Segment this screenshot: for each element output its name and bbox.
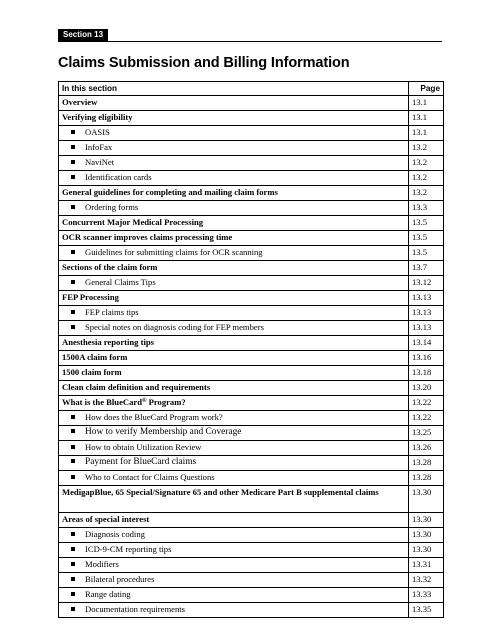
- toc-section-row: [59, 216, 444, 231]
- toc-entry: [59, 291, 409, 306]
- toc-entry-text: Guidelines for submitting claims for OCR scanning: [85, 247, 263, 257]
- toc-entry-text: Who to Contact for Claims Questions: [85, 472, 215, 482]
- toc-entry: [59, 201, 409, 216]
- toc-page-number: 13.30: [409, 528, 444, 543]
- toc-subsection-row: [59, 276, 444, 291]
- toc-entry-text: OCR scanner improves claims processing time: [62, 232, 233, 242]
- toc-entry: [59, 141, 409, 156]
- toc-section-row: [59, 486, 444, 513]
- toc-page-number: 13.20: [409, 381, 444, 396]
- toc-page-number: 13.1: [409, 111, 444, 126]
- toc-section-row: [59, 291, 444, 306]
- toc-entry-text: How does the BlueCard Program work?: [85, 412, 223, 422]
- column-header-section: In this section: [59, 82, 409, 96]
- toc-subsection-row: [59, 141, 444, 156]
- toc-entry: [59, 411, 409, 426]
- toc-entry: [59, 321, 409, 336]
- toc-entry-text: Identification cards: [85, 172, 152, 182]
- toc-entry-text: NaviNet: [85, 157, 115, 167]
- toc-entry-text: Clean claim definition and requirements: [62, 382, 211, 392]
- toc-page-number: 13.2: [409, 171, 444, 186]
- toc-entry-text: How to obtain Utilization Review: [85, 442, 202, 452]
- toc-subsection-row: [59, 558, 444, 573]
- toc-subsection-row: [59, 126, 444, 141]
- toc-subsection-row: [59, 156, 444, 171]
- toc-subsection-row: [59, 543, 444, 558]
- toc-section-row: [59, 336, 444, 351]
- section-tab: Section 13: [58, 29, 108, 41]
- square-bullet-icon: [71, 592, 75, 596]
- square-bullet-icon: [71, 532, 75, 536]
- toc-entry-text: FEP Processing: [62, 292, 119, 302]
- table-header-row: [59, 82, 444, 96]
- square-bullet-icon: [71, 250, 75, 254]
- contents-table-body: [59, 96, 444, 618]
- toc-entry-text: Range dating: [85, 589, 131, 599]
- toc-subsection-row: [59, 411, 444, 426]
- square-bullet-icon: [71, 130, 75, 134]
- toc-entry-text: How to verify Membership and Coverage: [85, 427, 242, 437]
- contents-table: [58, 81, 444, 618]
- toc-page-number: 13.18: [409, 366, 444, 381]
- registered-mark: ®: [141, 398, 147, 404]
- square-bullet-icon: [71, 145, 75, 149]
- square-bullet-icon: [71, 175, 75, 179]
- toc-entry: [59, 186, 409, 201]
- toc-entry-text: Documentation requirements: [85, 604, 185, 614]
- toc-subsection-row: [59, 171, 444, 186]
- toc-entry-text: Overview: [62, 97, 98, 107]
- toc-section-row: [59, 96, 444, 111]
- toc-section-row: [59, 366, 444, 381]
- toc-page-number: 13.13: [409, 321, 444, 336]
- toc-subsection-row: [59, 573, 444, 588]
- toc-entry: [59, 231, 409, 246]
- toc-entry: [59, 96, 409, 111]
- toc-entry-text: MedigapBlue, 65 Special/Signature 65 and other Medicare Part B supplemental claims: [62, 487, 379, 497]
- page-title: Claims Submission and Billing Information: [58, 55, 350, 71]
- toc-page-number: 13.7: [409, 261, 444, 276]
- toc-section-row: [59, 261, 444, 276]
- toc-entry: [59, 156, 409, 171]
- toc-entry: [59, 528, 409, 543]
- toc-entry: [59, 366, 409, 381]
- toc-section-row: [59, 186, 444, 201]
- toc-entry-text: Special notes on diagnosis coding for FEP members: [85, 322, 264, 332]
- square-bullet-icon: [71, 445, 75, 449]
- toc-subsection-row: [59, 246, 444, 261]
- toc-section-row: [59, 381, 444, 396]
- toc-page-number: 13.2: [409, 156, 444, 171]
- toc-section-row: [59, 111, 444, 126]
- toc-page-number: 13.13: [409, 291, 444, 306]
- toc-section-row: [59, 231, 444, 246]
- column-header-page: Page: [409, 82, 444, 96]
- toc-entry: [59, 246, 409, 261]
- square-bullet-icon: [71, 280, 75, 284]
- toc-page-number: 13.5: [409, 216, 444, 231]
- toc-entry-text: OASIS: [85, 127, 110, 137]
- toc-entry: [59, 456, 409, 471]
- toc-subsection-row: [59, 528, 444, 543]
- toc-entry-text: Verifying eligibility: [62, 112, 133, 122]
- toc-subsection-row: [59, 588, 444, 603]
- toc-entry: [59, 471, 409, 486]
- toc-section-row: [59, 351, 444, 366]
- toc-page-number: 13.12: [409, 276, 444, 291]
- toc-entry: [59, 573, 409, 588]
- toc-entry-text: What is the BlueCard: [62, 397, 142, 407]
- toc-subsection-row: [59, 456, 444, 471]
- toc-subsection-row: [59, 306, 444, 321]
- toc-entry: [59, 216, 409, 231]
- toc-entry: [59, 513, 409, 528]
- toc-entry-text: InfoFax: [85, 142, 113, 152]
- toc-entry-text: General guidelines for completing and mailing claim forms: [62, 187, 278, 197]
- toc-entry: [59, 276, 409, 291]
- toc-subsection-row: [59, 201, 444, 216]
- toc-entry: [59, 261, 409, 276]
- toc-entry-text: 1500A claim form: [62, 352, 128, 362]
- toc-entry: [59, 171, 409, 186]
- toc-entry-text: General Claims Tips: [85, 277, 156, 287]
- toc-entry-text: Areas of special interest: [62, 514, 150, 524]
- toc-entry: [59, 336, 409, 351]
- toc-page-number: 13.32: [409, 573, 444, 588]
- square-bullet-icon: [71, 577, 75, 581]
- toc-page-number: 13.1: [409, 126, 444, 141]
- toc-entry-text: Modifiers: [85, 559, 119, 569]
- toc-page-number: 13.5: [409, 246, 444, 261]
- toc-page-number: 13.30: [409, 513, 444, 528]
- toc-entry-text: Diagnosis coding: [85, 529, 145, 539]
- toc-subsection-row: [59, 426, 444, 441]
- toc-entry: [59, 486, 409, 513]
- toc-page-number: 13.22: [409, 396, 444, 411]
- square-bullet-icon: [71, 607, 75, 611]
- toc-entry: [59, 396, 409, 411]
- toc-entry-text: Anesthesia reporting tips: [62, 337, 154, 347]
- toc-page-number: 13.5: [409, 231, 444, 246]
- toc-entry: [59, 441, 409, 456]
- toc-entry: [59, 126, 409, 141]
- toc-section-row: [59, 513, 444, 528]
- square-bullet-icon: [71, 415, 75, 419]
- toc-subsection-row: [59, 441, 444, 456]
- toc-entry: [59, 603, 409, 618]
- toc-entry-text: Payment for BlueCard claims: [85, 457, 197, 467]
- square-bullet-icon: [71, 562, 75, 566]
- toc-page-number: 13.1: [409, 96, 444, 111]
- toc-subsection-row: [59, 603, 444, 618]
- toc-entry: [59, 381, 409, 396]
- toc-page-number: 13.3: [409, 201, 444, 216]
- square-bullet-icon: [71, 459, 75, 463]
- toc-page-number: 13.30: [409, 543, 444, 558]
- toc-page-number: 13.26: [409, 441, 444, 456]
- toc-page-number: 13.25: [409, 426, 444, 441]
- square-bullet-icon: [71, 325, 75, 329]
- toc-page-number: 13.33: [409, 588, 444, 603]
- toc-entry-text: FEP claims tips: [85, 307, 139, 317]
- square-bullet-icon: [71, 205, 75, 209]
- toc-entry-text: Sections of the claim form: [62, 262, 158, 272]
- toc-page-number: 13.35: [409, 603, 444, 618]
- toc-page-number: 13.28: [409, 456, 444, 471]
- toc-page-number: 13.14: [409, 336, 444, 351]
- square-bullet-icon: [71, 310, 75, 314]
- toc-page-number: 13.30: [409, 486, 444, 513]
- toc-page-number: 13.13: [409, 306, 444, 321]
- toc-entry-text: Ordering forms: [85, 202, 139, 212]
- toc-subsection-row: [59, 321, 444, 336]
- toc-entry: [59, 558, 409, 573]
- square-bullet-icon: [71, 160, 75, 164]
- toc-page-number: 13.22: [409, 411, 444, 426]
- toc-page-number: 13.2: [409, 186, 444, 201]
- toc-entry: [59, 543, 409, 558]
- toc-entry-text: 1500 claim form: [62, 367, 122, 377]
- toc-entry: [59, 111, 409, 126]
- square-bullet-icon: [71, 429, 75, 433]
- toc-page-number: 13.31: [409, 558, 444, 573]
- toc-entry-text: ICD-9-CM reporting tips: [85, 544, 172, 554]
- toc-entry: [59, 426, 409, 441]
- header-rule: [58, 41, 442, 42]
- toc-section-row: [59, 396, 444, 411]
- toc-page-number: 13.28: [409, 471, 444, 486]
- toc-entry: [59, 351, 409, 366]
- toc-entry: [59, 588, 409, 603]
- toc-subsection-row: [59, 471, 444, 486]
- toc-entry-text: Bilateral procedures: [85, 574, 155, 584]
- toc-page-number: 13.16: [409, 351, 444, 366]
- toc-entry-text-suffix: Program?: [146, 397, 186, 407]
- square-bullet-icon: [71, 475, 75, 479]
- toc-entry-text: Concurrent Major Medical Processing: [62, 217, 204, 227]
- toc-entry: [59, 306, 409, 321]
- square-bullet-icon: [71, 547, 75, 551]
- toc-page-number: 13.2: [409, 141, 444, 156]
